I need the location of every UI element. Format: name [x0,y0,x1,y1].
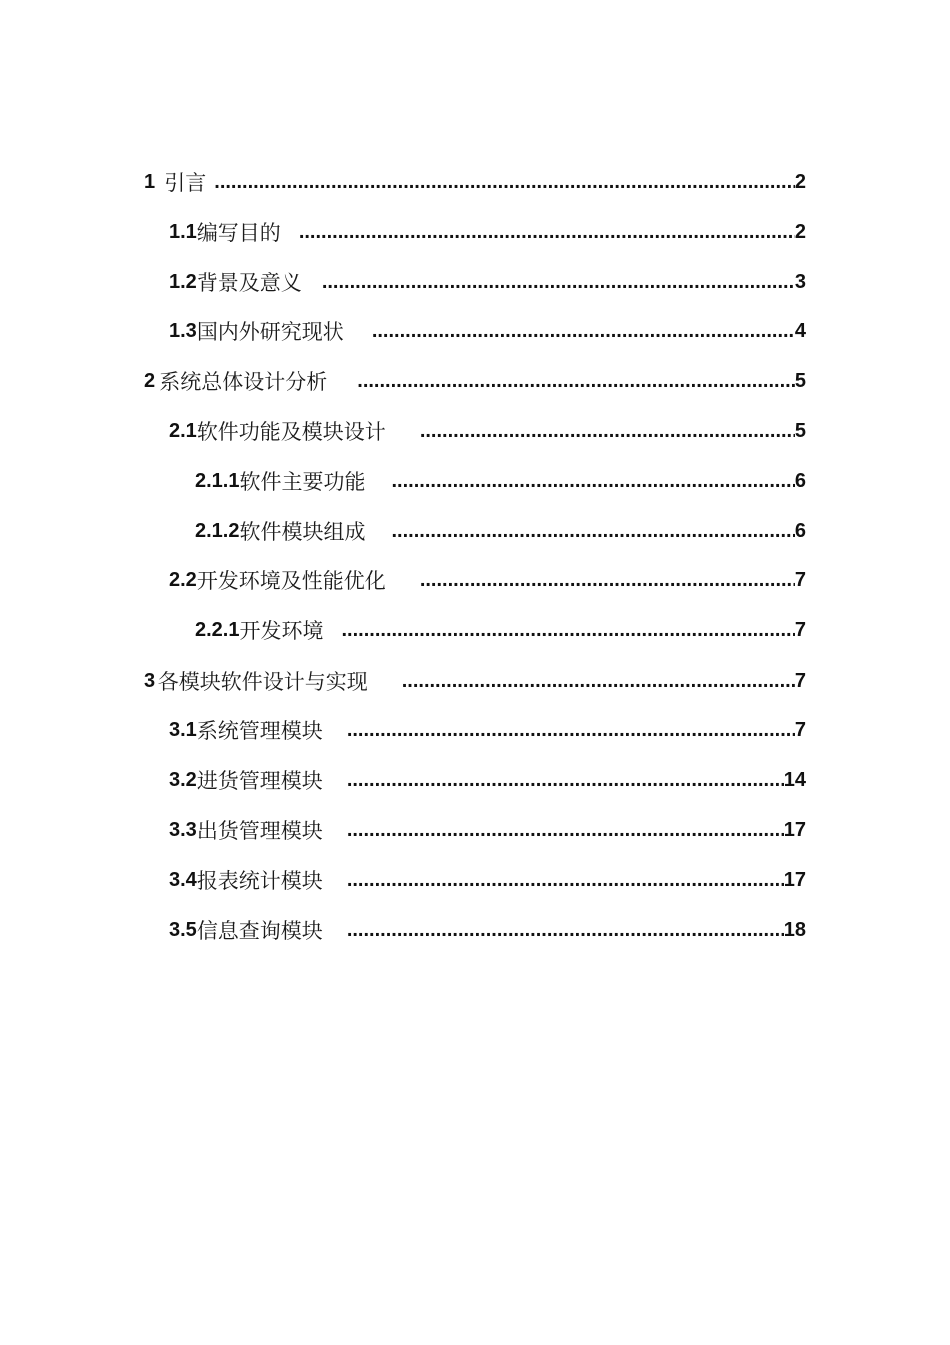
toc-entry-page: 5 [794,369,806,392]
toc-leader-dots [420,416,795,446]
toc-entry-number: 1.2 [169,270,197,293]
toc-entry-page: 7 [794,618,806,641]
toc-entry-title: 开发环境 [239,619,324,643]
toc-entry-page: 2 [794,220,806,243]
toc-entry-1-3[interactable] [169,316,806,346]
toc-leader-dots [347,715,795,745]
toc-entry-3[interactable] [144,666,806,696]
toc-leader-dots [214,167,795,197]
toc-entry-1-1[interactable] [169,217,806,247]
toc-entry-3-5[interactable] [169,915,806,945]
toc-leader-dots [420,565,795,595]
toc-entry-title: 系统总体设计分析 [159,370,328,394]
toc-entry-title: 信息查询模块 [196,919,323,943]
toc-entry-1[interactable] [144,167,806,197]
toc-entry-title: 出货管理模块 [196,819,323,843]
toc-leader-dots [347,865,784,895]
toc-entry-number: 3.5 [169,918,197,941]
toc-entry-2-2[interactable] [169,565,806,595]
toc-entry-page: 7 [794,718,806,741]
toc-entry-page: 3 [794,270,806,293]
toc-entry-page: 14 [783,768,806,791]
toc-entry-title: 软件模块组成 [239,520,366,544]
toc-leader-dots [341,615,794,645]
toc-leader-dots [347,765,784,795]
toc-entry-number: 2.2 [169,568,197,591]
toc-entry-title: 软件功能及模块设计 [196,420,386,444]
toc-entry-page: 7 [794,669,806,692]
toc-leader-dots [322,267,795,297]
toc-entry-page: 17 [783,868,806,891]
toc-leader-dots [391,466,794,496]
toc-entry-number: 2.2.1 [195,618,240,641]
toc-entry-title: 各模块软件设计与实现 [157,670,368,694]
toc-entry-page: 7 [794,568,806,591]
toc-entry-2[interactable] [144,366,806,396]
toc-entry-title: 报表统计模块 [196,869,323,893]
toc-entry-number: 3.4 [169,868,197,891]
toc-entry-title: 国内外研究现状 [196,320,344,344]
toc-entry-title: 引言 [164,171,207,195]
toc-leader-dots [347,815,784,845]
toc-entry-number: 2 [144,369,156,392]
toc-entry-page: 5 [794,419,806,442]
toc-leader-dots [347,915,784,945]
toc-entry-page: 18 [783,918,806,941]
toc-entry-3-3[interactable] [169,815,806,845]
toc-leader-dots [357,366,795,396]
toc-entry-title: 进货管理模块 [196,769,323,793]
toc-entry-3-2[interactable] [169,765,806,795]
toc-entry-number: 1.3 [169,319,197,342]
toc-entry-page: 6 [794,469,806,492]
toc-entry-title: 系统管理模块 [196,719,323,743]
toc-entry-number: 2.1 [169,419,197,442]
toc-entry-number: 3.1 [169,718,197,741]
toc-leader-dots [299,217,795,247]
toc-entry-number: 3.2 [169,768,197,791]
toc-entry-page: 2 [794,170,806,193]
toc-entry-2-1[interactable] [169,416,806,446]
toc-entry-page: 17 [783,818,806,841]
toc-entry-number: 1 [144,170,156,193]
toc-leader-dots [372,316,795,346]
toc-entry-page: 4 [794,319,806,342]
toc-leader-dots [402,666,795,696]
toc-entry-title: 背景及意义 [196,271,302,295]
toc-entry-number: 3 [144,669,156,692]
toc-entry-3-1[interactable] [169,715,806,745]
toc-entry-2-1-1[interactable] [195,466,806,496]
toc-entry-title: 软件主要功能 [239,470,366,494]
toc-entry-title: 编写目的 [196,221,281,245]
toc-entry-2-2-1[interactable] [195,615,806,645]
toc-entry-1-2[interactable] [169,267,806,297]
toc-entry-page: 6 [794,519,806,542]
toc-entry-number: 2.1.1 [195,469,240,492]
toc-entry-title: 开发环境及性能优化 [196,569,386,593]
toc-entry-2-1-2[interactable] [195,516,806,546]
toc-entry-number: 3.3 [169,818,197,841]
toc-entry-number: 1.1 [169,220,197,243]
toc-leader-dots [391,516,794,546]
toc-entry-number: 2.1.2 [195,519,240,542]
toc-entry-3-4[interactable] [169,865,806,895]
